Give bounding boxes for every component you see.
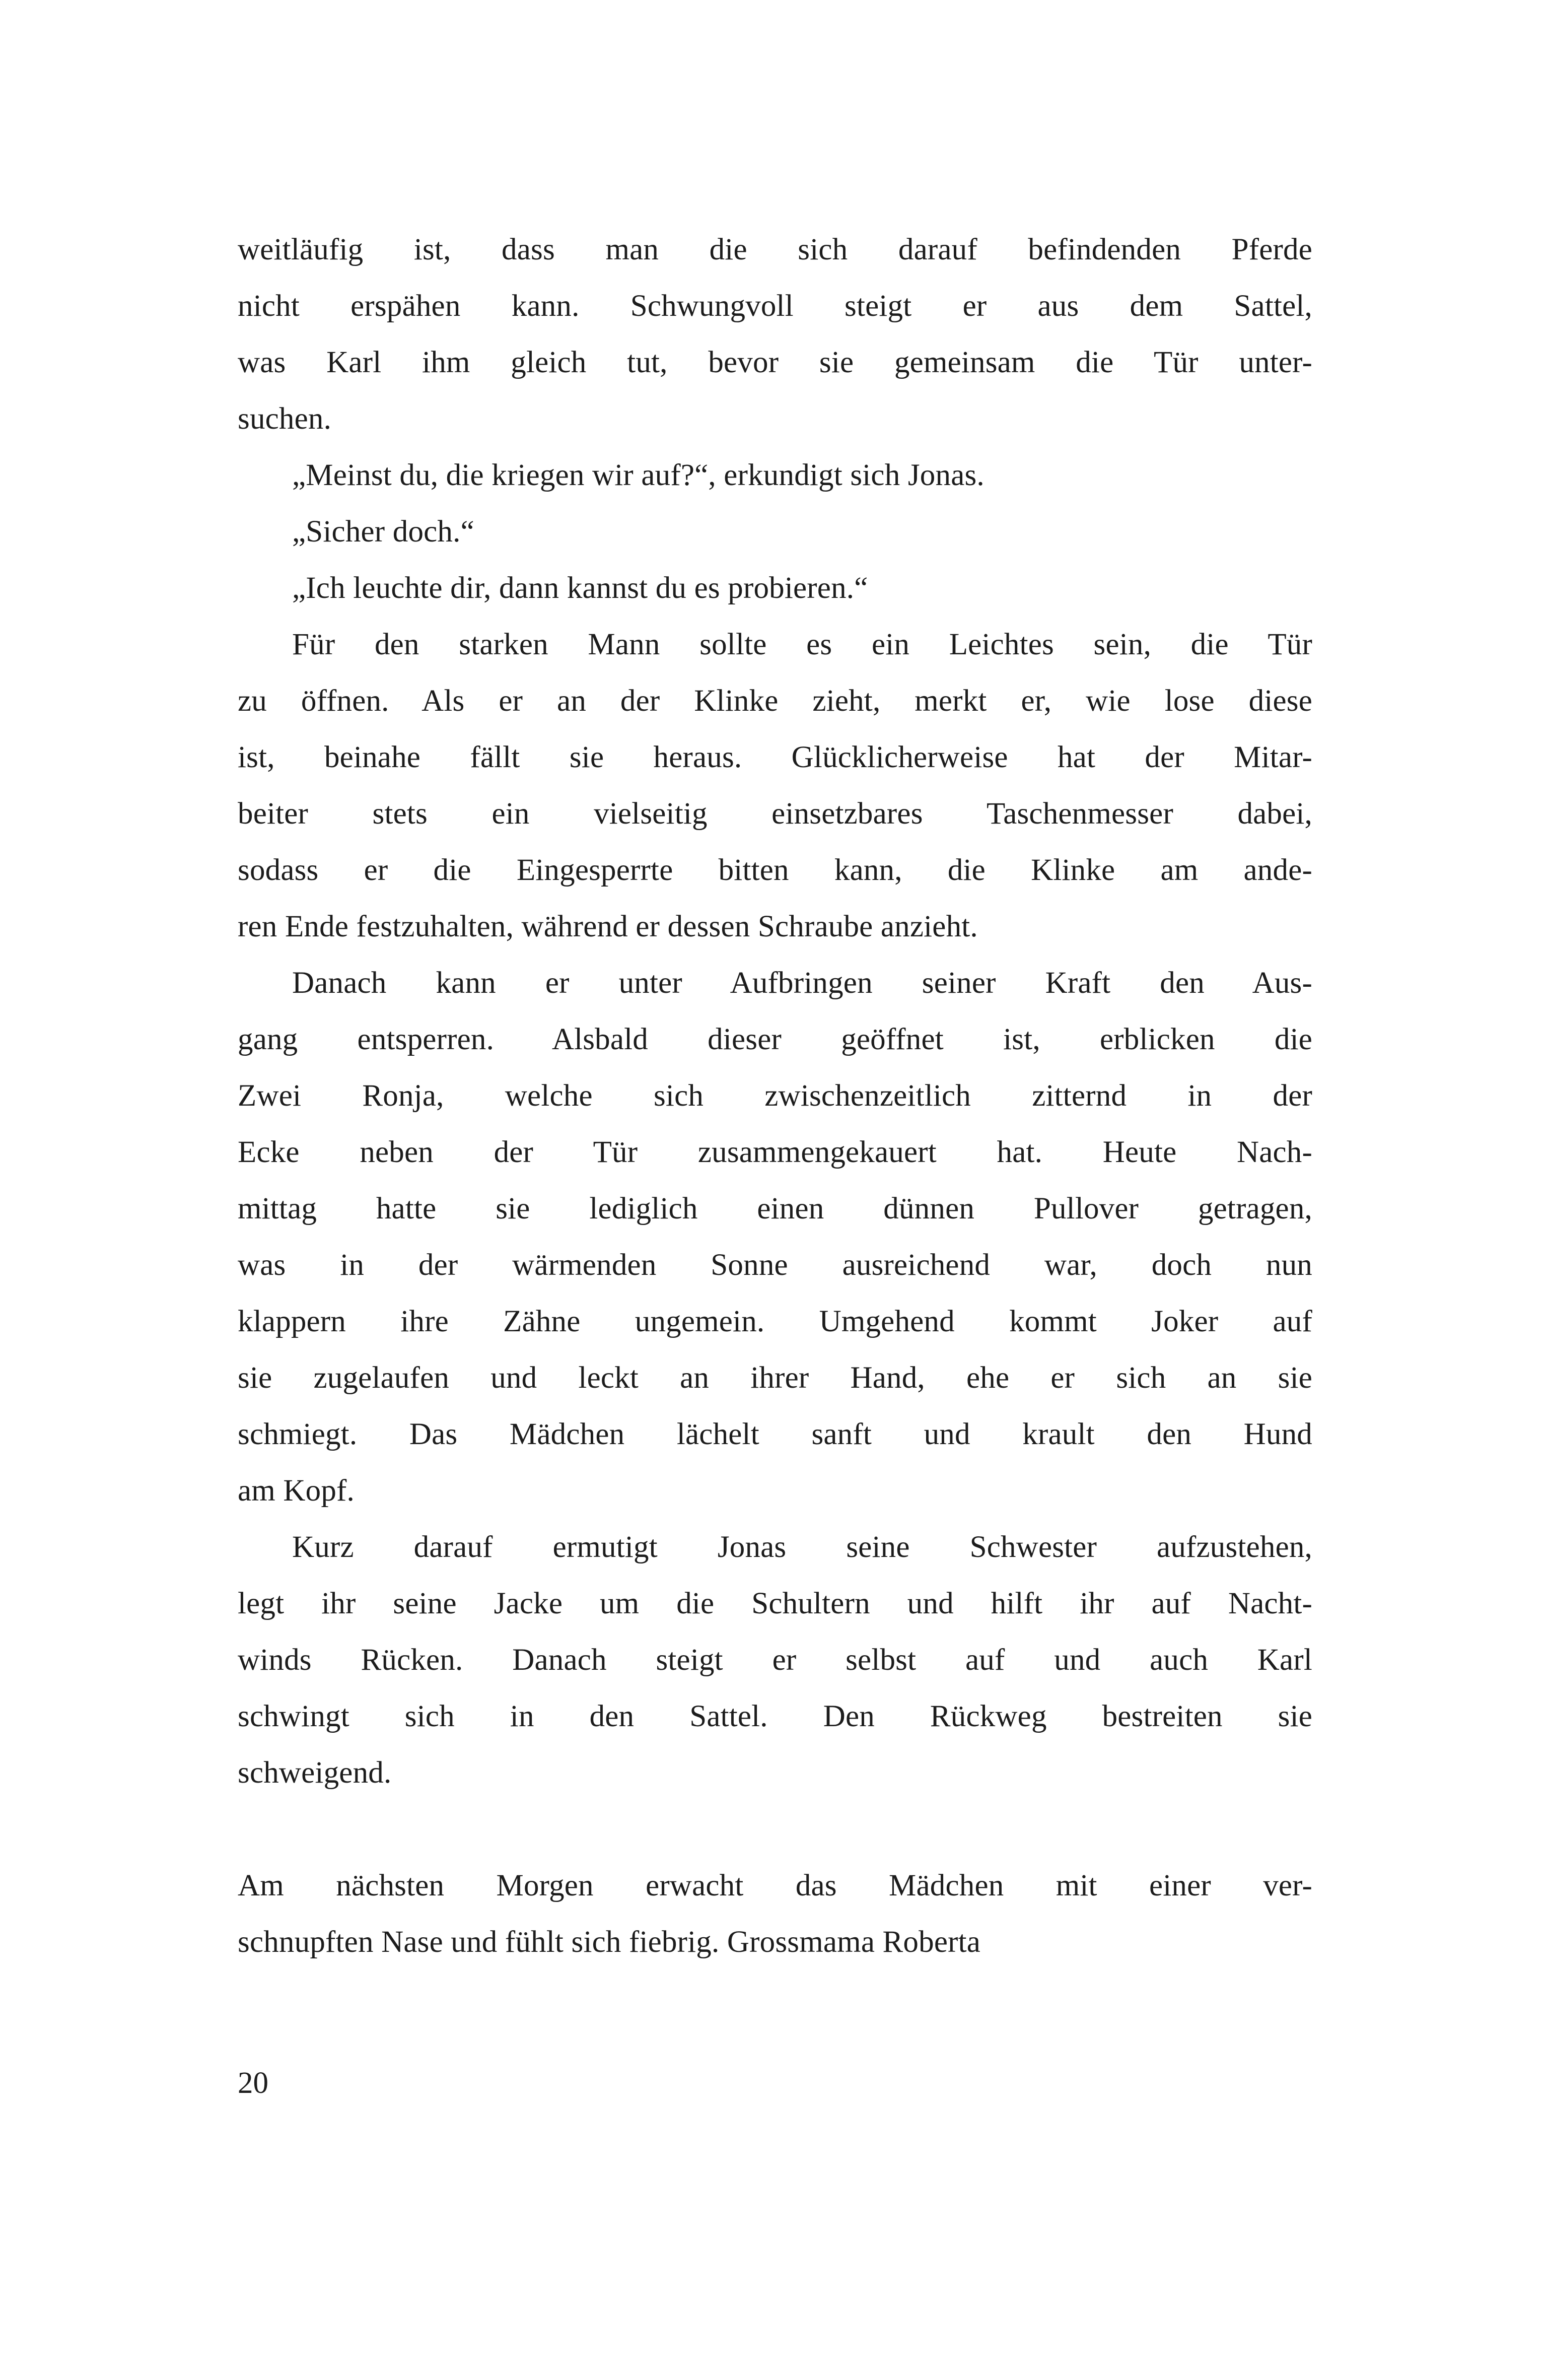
text-line: was Karl ihm gleich tut, bevor sie gemeinsam die Tür unter- [238, 346, 1312, 379]
text-block [238, 222, 1312, 1970]
text-line: was in der wärmenden Sonne ausreichend war, doch nun [238, 1248, 1312, 1282]
text-line: Danach kann er unter Aufbringen seiner Kraft den Aus- [292, 966, 1312, 1000]
text-line: am Kopf. [238, 1474, 355, 1508]
text-line: klappern ihre Zähne ungemein. Umgehend kommt Joker auf [238, 1305, 1312, 1338]
text-line: ist, beinahe fällt sie heraus. Glücklicherweise hat der Mitar- [238, 740, 1312, 774]
text-line: Zwei Ronja, welche sich zwischenzeitlich zitternd in der [238, 1079, 1312, 1113]
text-line: Für den starken Mann sollte es ein Leichtes sein, die Tür [292, 628, 1312, 661]
paragraph [238, 504, 1312, 560]
text-line: sie zugelaufen und leckt an ihrer Hand, ehe er sich an sie [238, 1361, 1312, 1395]
text-line: ren Ende festzuhalten, während er dessen Schraube anzieht. [238, 910, 978, 943]
paragraph [238, 447, 1312, 504]
text-line: legt ihr seine Jacke um die Schultern und hilft ihr auf Nacht- [238, 1587, 1312, 1620]
text-line: suchen. [238, 402, 332, 436]
text-line: weitläufig ist, dass man die sich darauf befindenden Pferde [238, 233, 1312, 266]
text-line: schweigend. [238, 1756, 392, 1790]
text-line: gang entsperren. Alsbald dieser geöffnet ist, erblicken die [238, 1023, 1312, 1056]
text-line: „Meinst du, die kriegen wir auf?“, erkundigt sich Jonas. [292, 458, 985, 492]
text-line: schwingt sich in den Sattel. Den Rückweg bestreiten sie [238, 1699, 1312, 1733]
text-line: Ecke neben der Tür zusammengekauert hat. Heute Nach- [238, 1135, 1312, 1169]
text-line: beiter stets ein vielseitig einsetzbares Taschenmesser dabei, [238, 797, 1312, 831]
text-line: sodass er die Eingesperrte bitten kann, die Klinke am ande- [238, 853, 1312, 887]
page-number: 20 [238, 2066, 268, 2100]
paragraph [238, 617, 1312, 955]
paragraph [238, 222, 1312, 447]
paragraph [238, 1519, 1312, 1801]
paragraph [238, 560, 1312, 617]
text-line: schnupften Nase und fühlt sich fiebrig. Grossmama Roberta [238, 1925, 981, 1959]
text-line: Am nächsten Morgen erwacht das Mädchen mit einer ver- [238, 1869, 1312, 1902]
text-line: schmiegt. Das Mädchen lächelt sanft und krault den Hund [238, 1417, 1312, 1451]
text-line: „Sicher doch.“ [292, 515, 474, 549]
text-line: nicht erspähen kann. Schwungvoll steigt er aus dem Sattel, [238, 289, 1312, 323]
paragraph [238, 955, 1312, 1519]
text-line: „Ich leuchte dir, dann kannst du es probieren.“ [292, 571, 868, 605]
text-line: Kurz darauf ermutigt Jonas seine Schwester aufzustehen, [292, 1530, 1312, 1564]
text-line: winds Rücken. Danach steigt er selbst auf und auch Karl [238, 1643, 1312, 1677]
text-line: mittag hatte sie lediglich einen dünnen Pullover getragen, [238, 1192, 1312, 1226]
paragraph [238, 1858, 1312, 1970]
text-line: zu öffnen. Als er an der Klinke zieht, merkt er, wie lose diese [238, 684, 1312, 718]
